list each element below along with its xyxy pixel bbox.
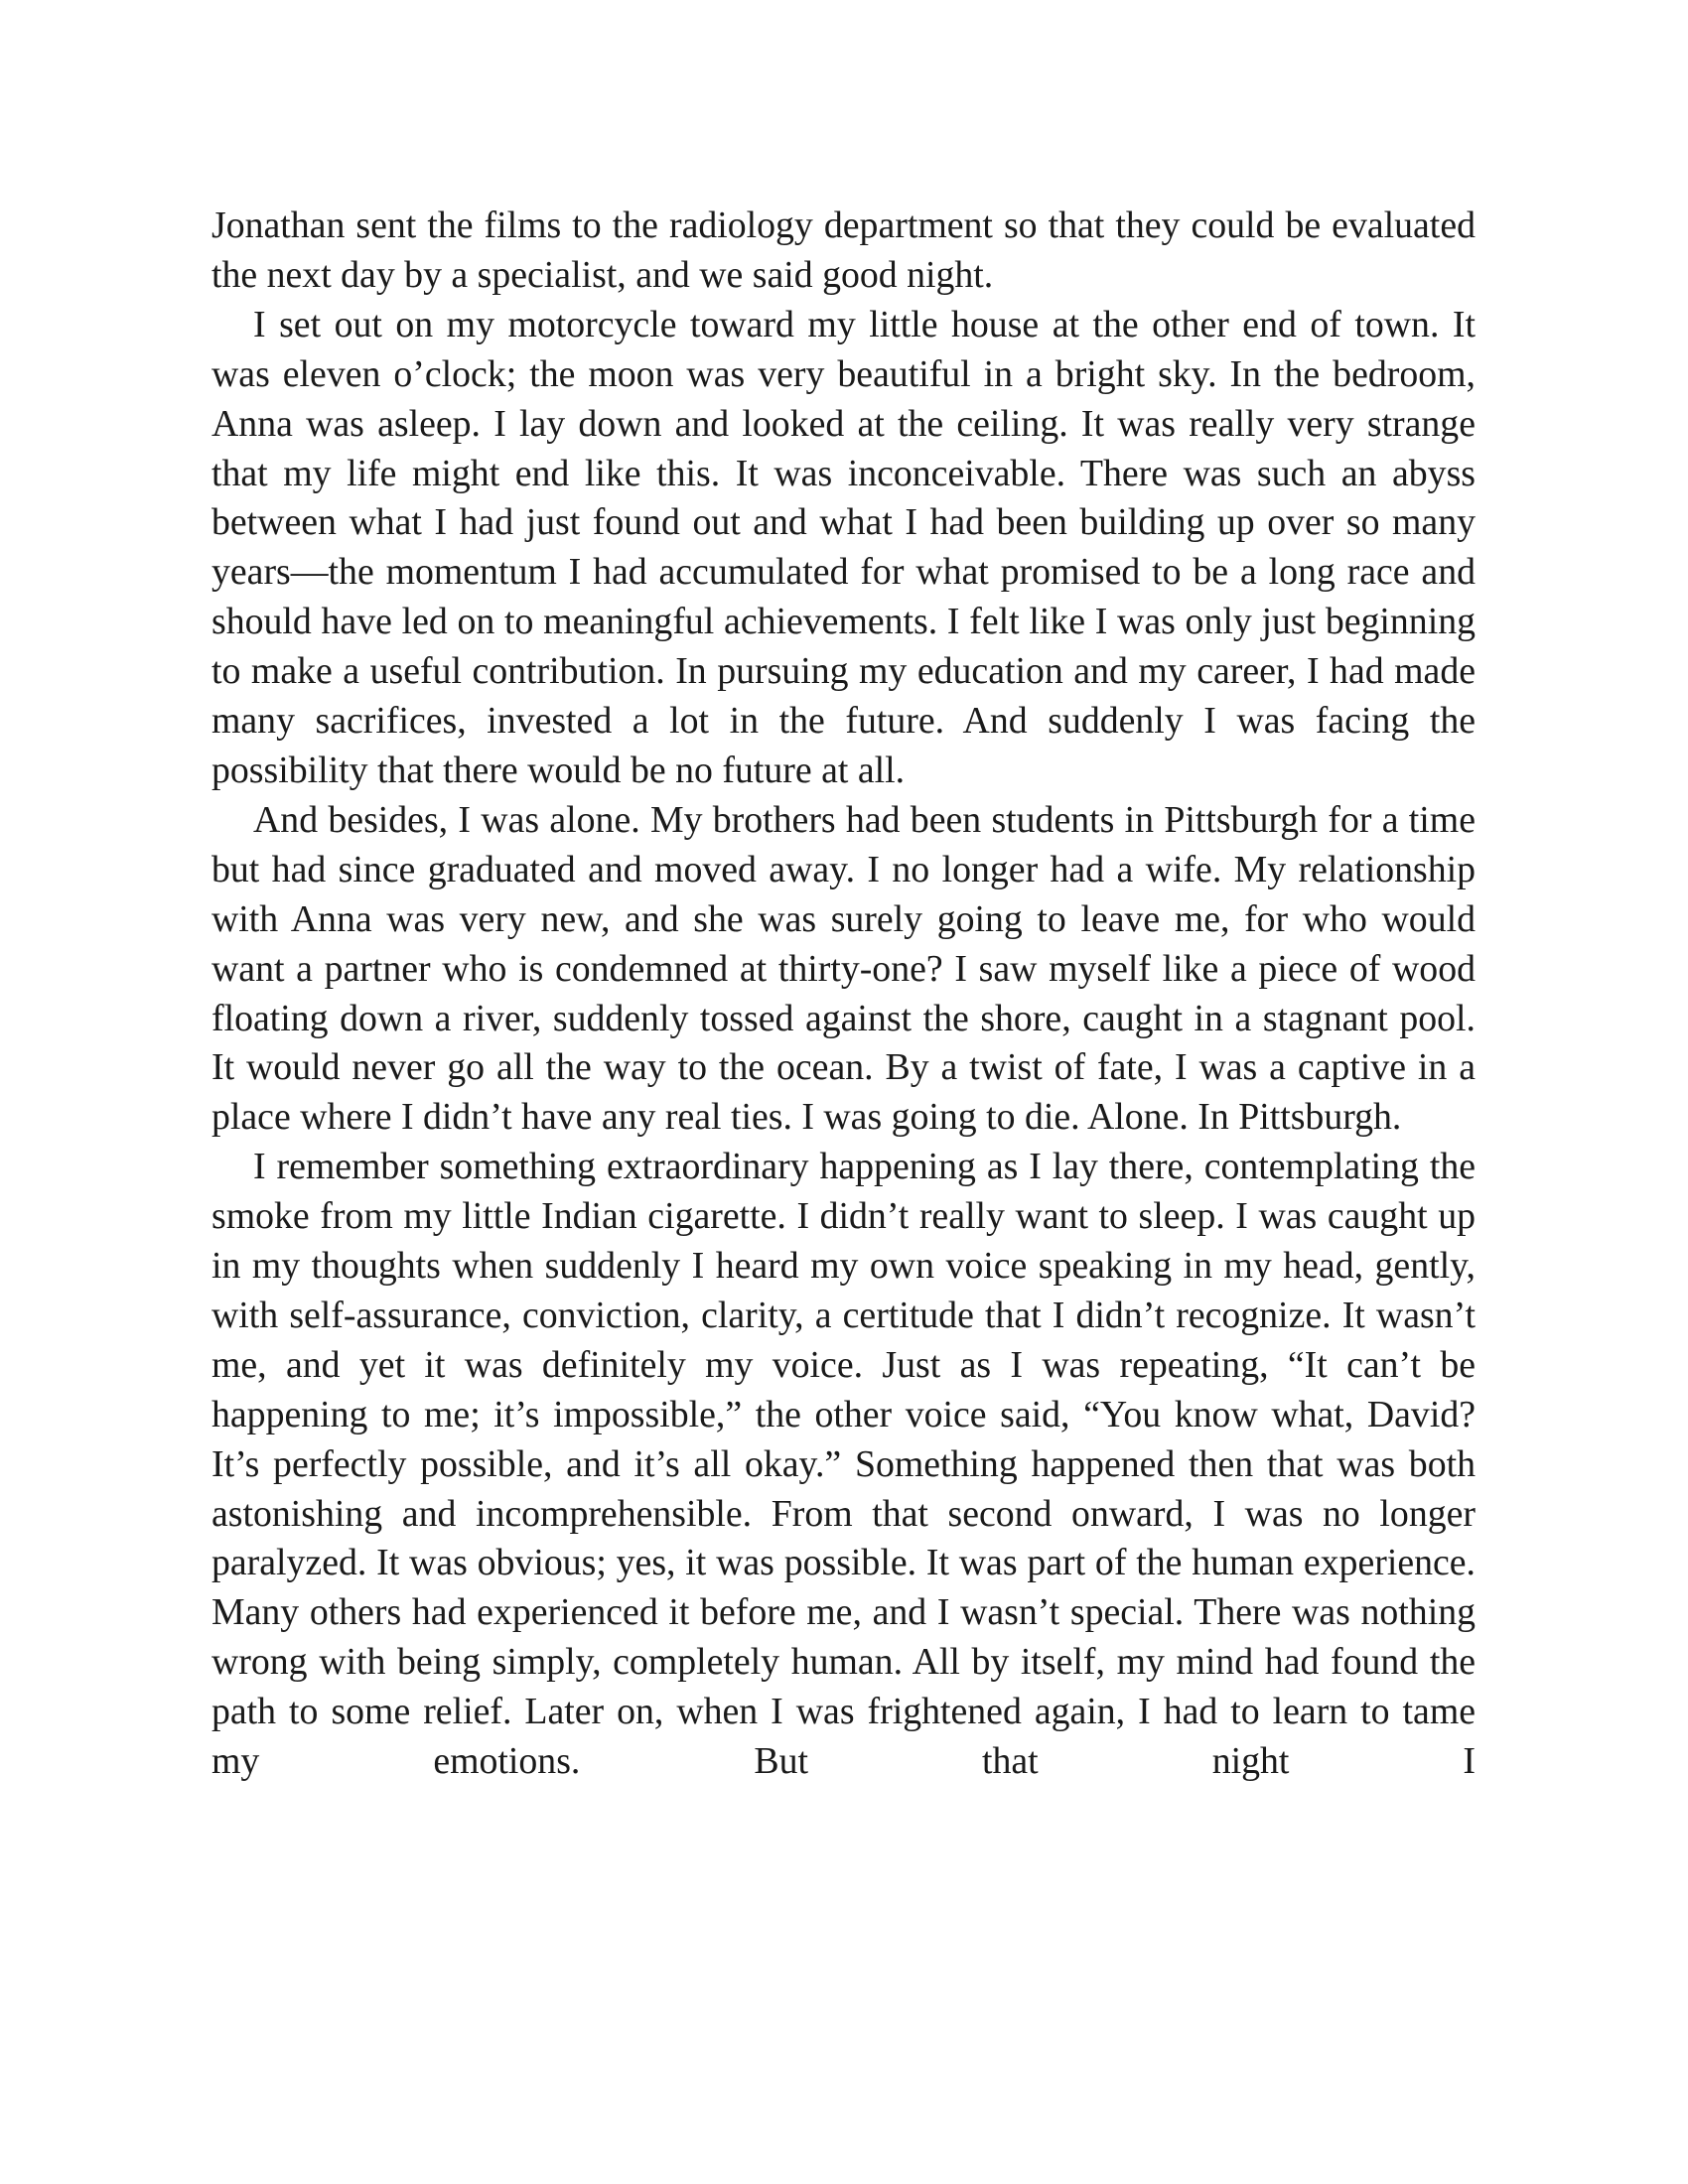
book-page-text [211, 202, 1476, 1787]
paragraph-inner-voice: I remember something extraordinary happening as I lay there, contemplating the smoke from my little Indian cigarette. I didn’t really want to sleep. I was caught up in my thoughts when suddenly I heard my own voice speaking in my head, gently, with self-assurance, conviction, clarity, a certitude that I didn’t recognize. It wasn’t me, and yet it was definitely my voice. Just as I was repeating, “It can’t be happening to me; it’s impossible,” the other voice said, “You know what, David? It’s perfectly possible, and it’s all okay.” Something happened then that was both astonishing and incomprehensible. From that second onward, I was no longer paralyzed. It was obvious; yes, it was possible. It was part of the human experience. Many others had experienced it before me, and I wasn’t special. There was nothing wrong with being simply, completely human. All by itself, my mind had found the path to some relief. Later on, when I was frightened again, I had to learn to tame my emotions. But that night I [211, 1146, 1476, 1783]
paragraph-alone: And besides, I was alone. My brothers had been students in Pittsburgh for a time but had since graduated and moved away. I no longer had a wife. My relationship with Anna was very new, and she was surely going to leave me, for who would want a partner who is condemned at thirty-one? I saw myself like a piece of wood floating down a river, suddenly tossed against the shore, caught in a stagnant pool. It would never go all the way to the ocean. By a twist of fate, I was a captive in a place where I didn’t have any real ties. I was going to die. Alone. In Pittsburgh. [211, 798, 1476, 1139]
paragraph-motorcycle-ride: I set out on my motorcycle toward my little house at the other end of town. It was eleven o’clock; the moon was very beautiful in a bright sky. In the bedroom, Anna was asleep. I lay down and looked at the ceiling. It was really very strange that my life might end like this. It was inconceivable. There was such an abyss between what I had just found out and what I had been building up over so many years—the momentum I had accumulated for what promised to be a long race and should have led on to meaningful achievements. I felt like I was only just beginning to make a useful contribution. In pursuing my education and my career, I had made many sacrifices, invested a lot in the future. And suddenly I was facing the possibility that there would be no future at all. [211, 303, 1476, 791]
paragraph-continuation: Jonathan sent the films to the radiology department so that they could be evaluated the next day by a specialist, and we said good night. [211, 205, 1476, 296]
